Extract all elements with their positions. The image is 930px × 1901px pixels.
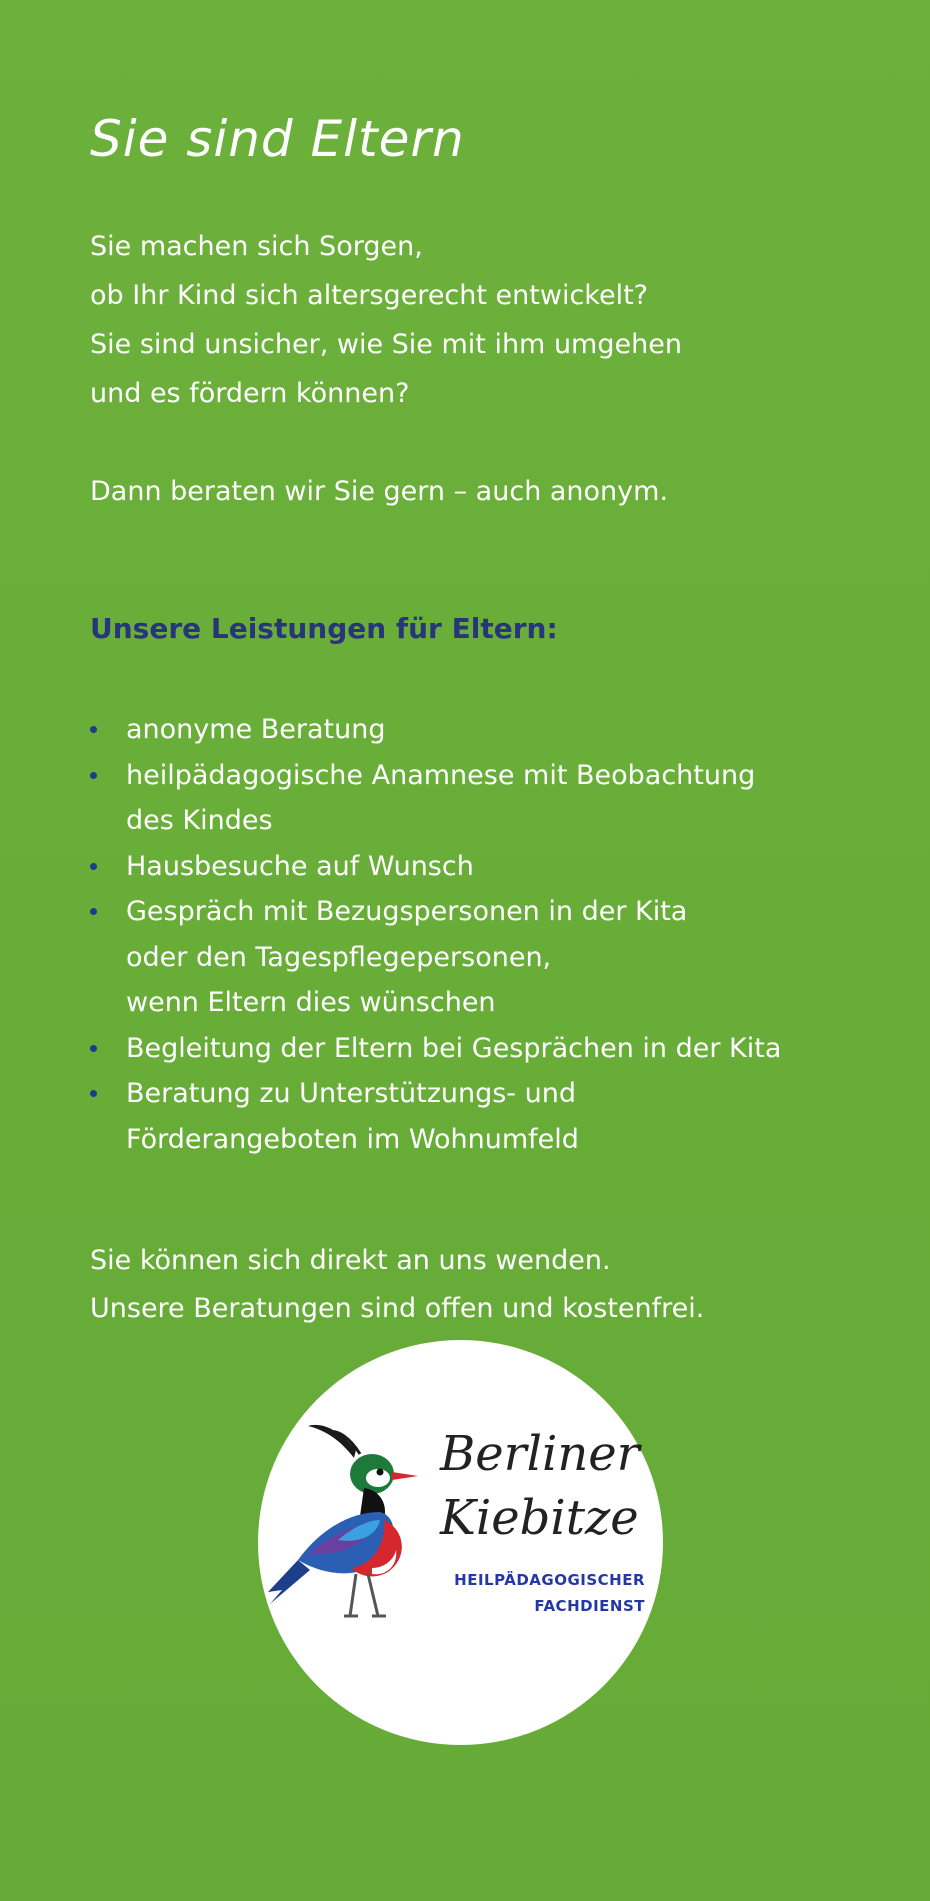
list-item xyxy=(90,844,880,890)
logo-name-line: Berliner xyxy=(440,1426,640,1482)
intro-line: Sie machen sich Sorgen, xyxy=(90,231,423,262)
logo-subtitle xyxy=(405,1567,645,1619)
list-item xyxy=(90,753,880,844)
intro-line: Sie sind unsicher, wie Sie mit ihm umgehen xyxy=(90,329,682,360)
outro-line: Unsere Beratungen sind offen und kostenfrei. xyxy=(90,1293,705,1324)
logo-name-line: Kiebitze xyxy=(440,1490,639,1546)
intro-line: und es fördern können? xyxy=(90,378,410,409)
services-list xyxy=(90,707,880,1162)
list-item xyxy=(90,889,880,1026)
outro-text xyxy=(90,1237,880,1333)
services-heading: Unsere Leistungen für Eltern: xyxy=(90,612,558,645)
page-title: Sie sind Eltern xyxy=(90,110,465,168)
logo-wordmark xyxy=(440,1422,640,1550)
outro-line: Sie können sich direkt an uns wenden. xyxy=(90,1245,611,1276)
list-item xyxy=(90,1071,880,1162)
list-item xyxy=(90,707,880,753)
list-item-line: Beratung zu Unterstützungs- und xyxy=(126,1078,576,1109)
intro-line: ob Ihr Kind sich altersgerecht entwickelt? xyxy=(90,280,648,311)
list-item-line: heilpädagogische Anamnese mit Beobachtung xyxy=(126,759,756,791)
list-item-line: Förderangeboten im Wohnumfeld xyxy=(126,1123,579,1155)
logo-subtitle-line: HEILPÄDAGOGISCHER xyxy=(454,1571,645,1589)
list-item-line: anonyme Beratung xyxy=(126,714,386,745)
list-item-line: Hausbesuche auf Wunsch xyxy=(126,850,474,882)
list-item-line: Gespräch mit Bezugspersonen in der Kita xyxy=(126,896,688,927)
list-item-line: wenn Eltern dies wünschen xyxy=(126,987,496,1018)
list-item-line: Begleitung der Eltern bei Gesprächen in der Kita xyxy=(126,1032,782,1064)
intro-closing: Dann beraten wir Sie gern – auch anonym. xyxy=(90,476,669,507)
list-item-line: oder den Tagespflegepersonen, xyxy=(126,941,552,973)
logo-subtitle-line: FACHDIENST xyxy=(534,1597,645,1615)
list-item xyxy=(90,1026,880,1072)
list-item-line: des Kindes xyxy=(126,805,273,836)
intro-text xyxy=(90,222,850,516)
